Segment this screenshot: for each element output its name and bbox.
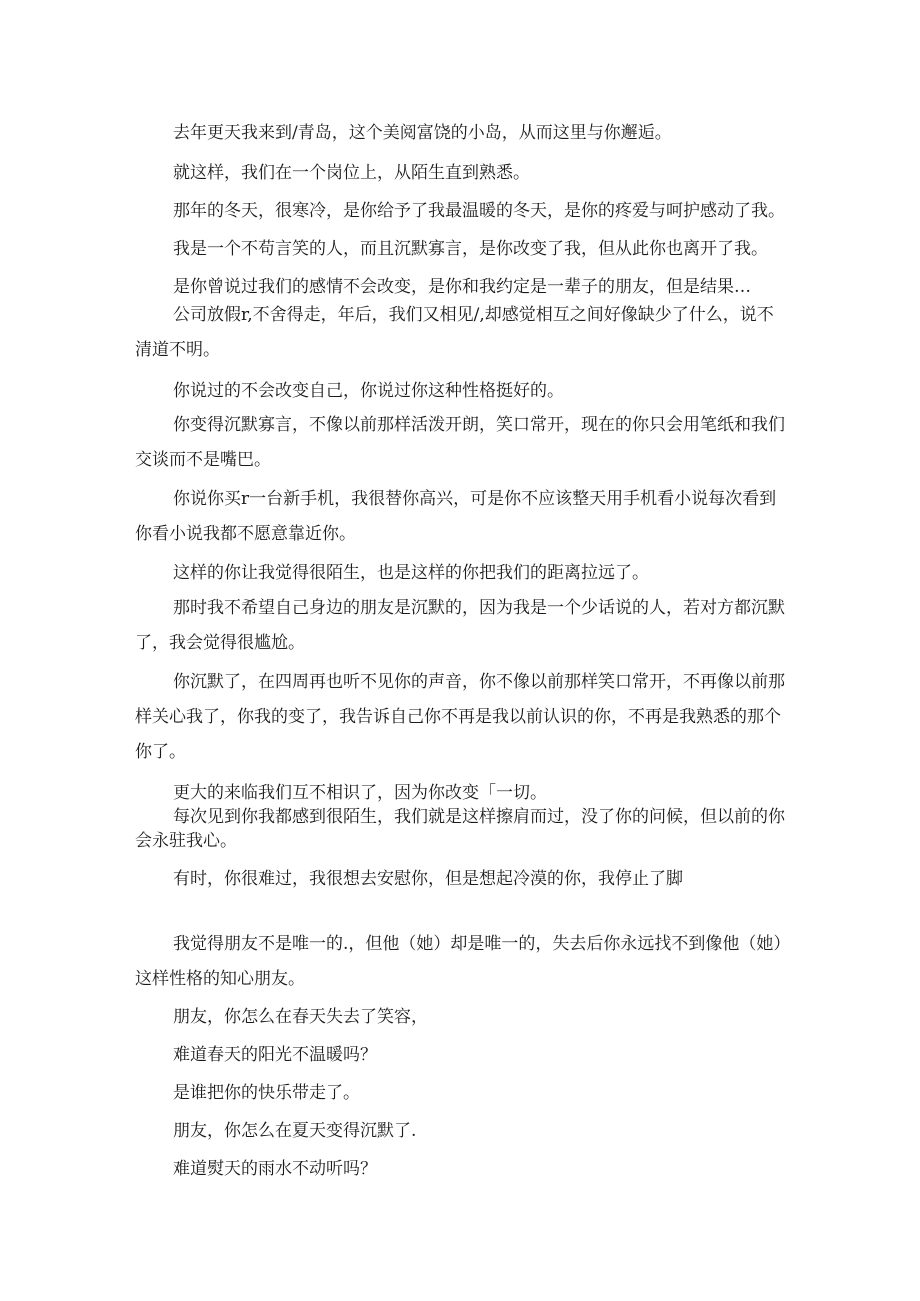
poem-line-4: 朋友，你怎么在夏天变得沉默了. <box>173 1121 417 1141</box>
paragraph-2: 就这样，我们在一个岗位上，从陌生直到熟悉。 <box>173 163 530 183</box>
paragraph-16: 我觉得朋友不是唯一的.，但他（她）却是唯一的，失去后你永远找不到像他（她）这样性格的知心朋友。 <box>135 934 782 989</box>
paragraph-11: 那时我不希望自己身边的朋友是沉默的，因为我是一个少话说的人，若对方都沉默了，我会觉得很尴尬。 <box>135 598 785 653</box>
paragraph-1: 去年更天我来到/青岛，这个美阅富饶的小岛，从而这里与你邂逅。 <box>173 123 672 143</box>
paragraph-15: 有时，你很难过，我很想去安慰你，但是想起冷漠的你，我停止了脚 <box>173 869 683 889</box>
paragraph-13: 更大的来临我们互不相识了，因为你改变「一切。 <box>173 783 547 803</box>
paragraph-8: 你变得沉默寡言，不像以前那样活泼开朗，笑口常开，现在的你只会用笔纸和我们交谈而不是嘴巴。 <box>135 415 785 470</box>
poem-line-5: 难道熨天的雨水不动听吗？ <box>173 1159 377 1179</box>
poem-line-2: 难道春天的阳光不温暖吗？ <box>173 1045 377 1065</box>
paragraph-10: 这样的你让我觉得很陌生，也是这样的你把我们的距离拉远了。 <box>173 563 649 583</box>
paragraph-14: 每次见到你我都感到很陌生，我们就是这样擦肩而过，没了你的问候，但以前的你会永驻我心。 <box>135 807 785 851</box>
paragraph-12: 你沉默了，在四周再也听不见你的声音，你不像以前那样笑口常开，不再像以前那样关心我了，你我的变了，我告诉自己你不再是我以前认识的你，不再是我熟悉的那个你了。 <box>135 672 785 762</box>
poem-line-1: 朋友，你怎么在春天失去了笑容， <box>173 1007 428 1027</box>
paragraph-5: 是你曾说过我们的感情不会改变，是你和我约定是一辈子的朋友，但是结果… <box>173 277 751 297</box>
poem-line-3: 是谁把你的快乐带走了。 <box>173 1083 360 1103</box>
paragraph-3: 那年的冬天，很寒冷，是你给予了我最温暖的冬天，是你的疼爱与呵护感动了我。 <box>173 201 785 221</box>
paragraph-4: 我是一个不苟言笑的人，而且沉默寡言，是你改变了我，但从此你也离开了我。 <box>173 239 768 259</box>
paragraph-7: 你说过的不会改变自己，你说过你这种性格挺好的。 <box>173 381 564 401</box>
paragraph-9: 你说你买r一台新手机，我很替你高兴，可是你不应该整天用手机看小说每次看到你看小说我都不愿意靠近你。 <box>135 489 777 544</box>
paragraph-6: 公司放假r,不舍得走，年后，我们又相见/,却感觉相互之间好像缺少了什么，说不清道不明。 <box>135 305 774 360</box>
